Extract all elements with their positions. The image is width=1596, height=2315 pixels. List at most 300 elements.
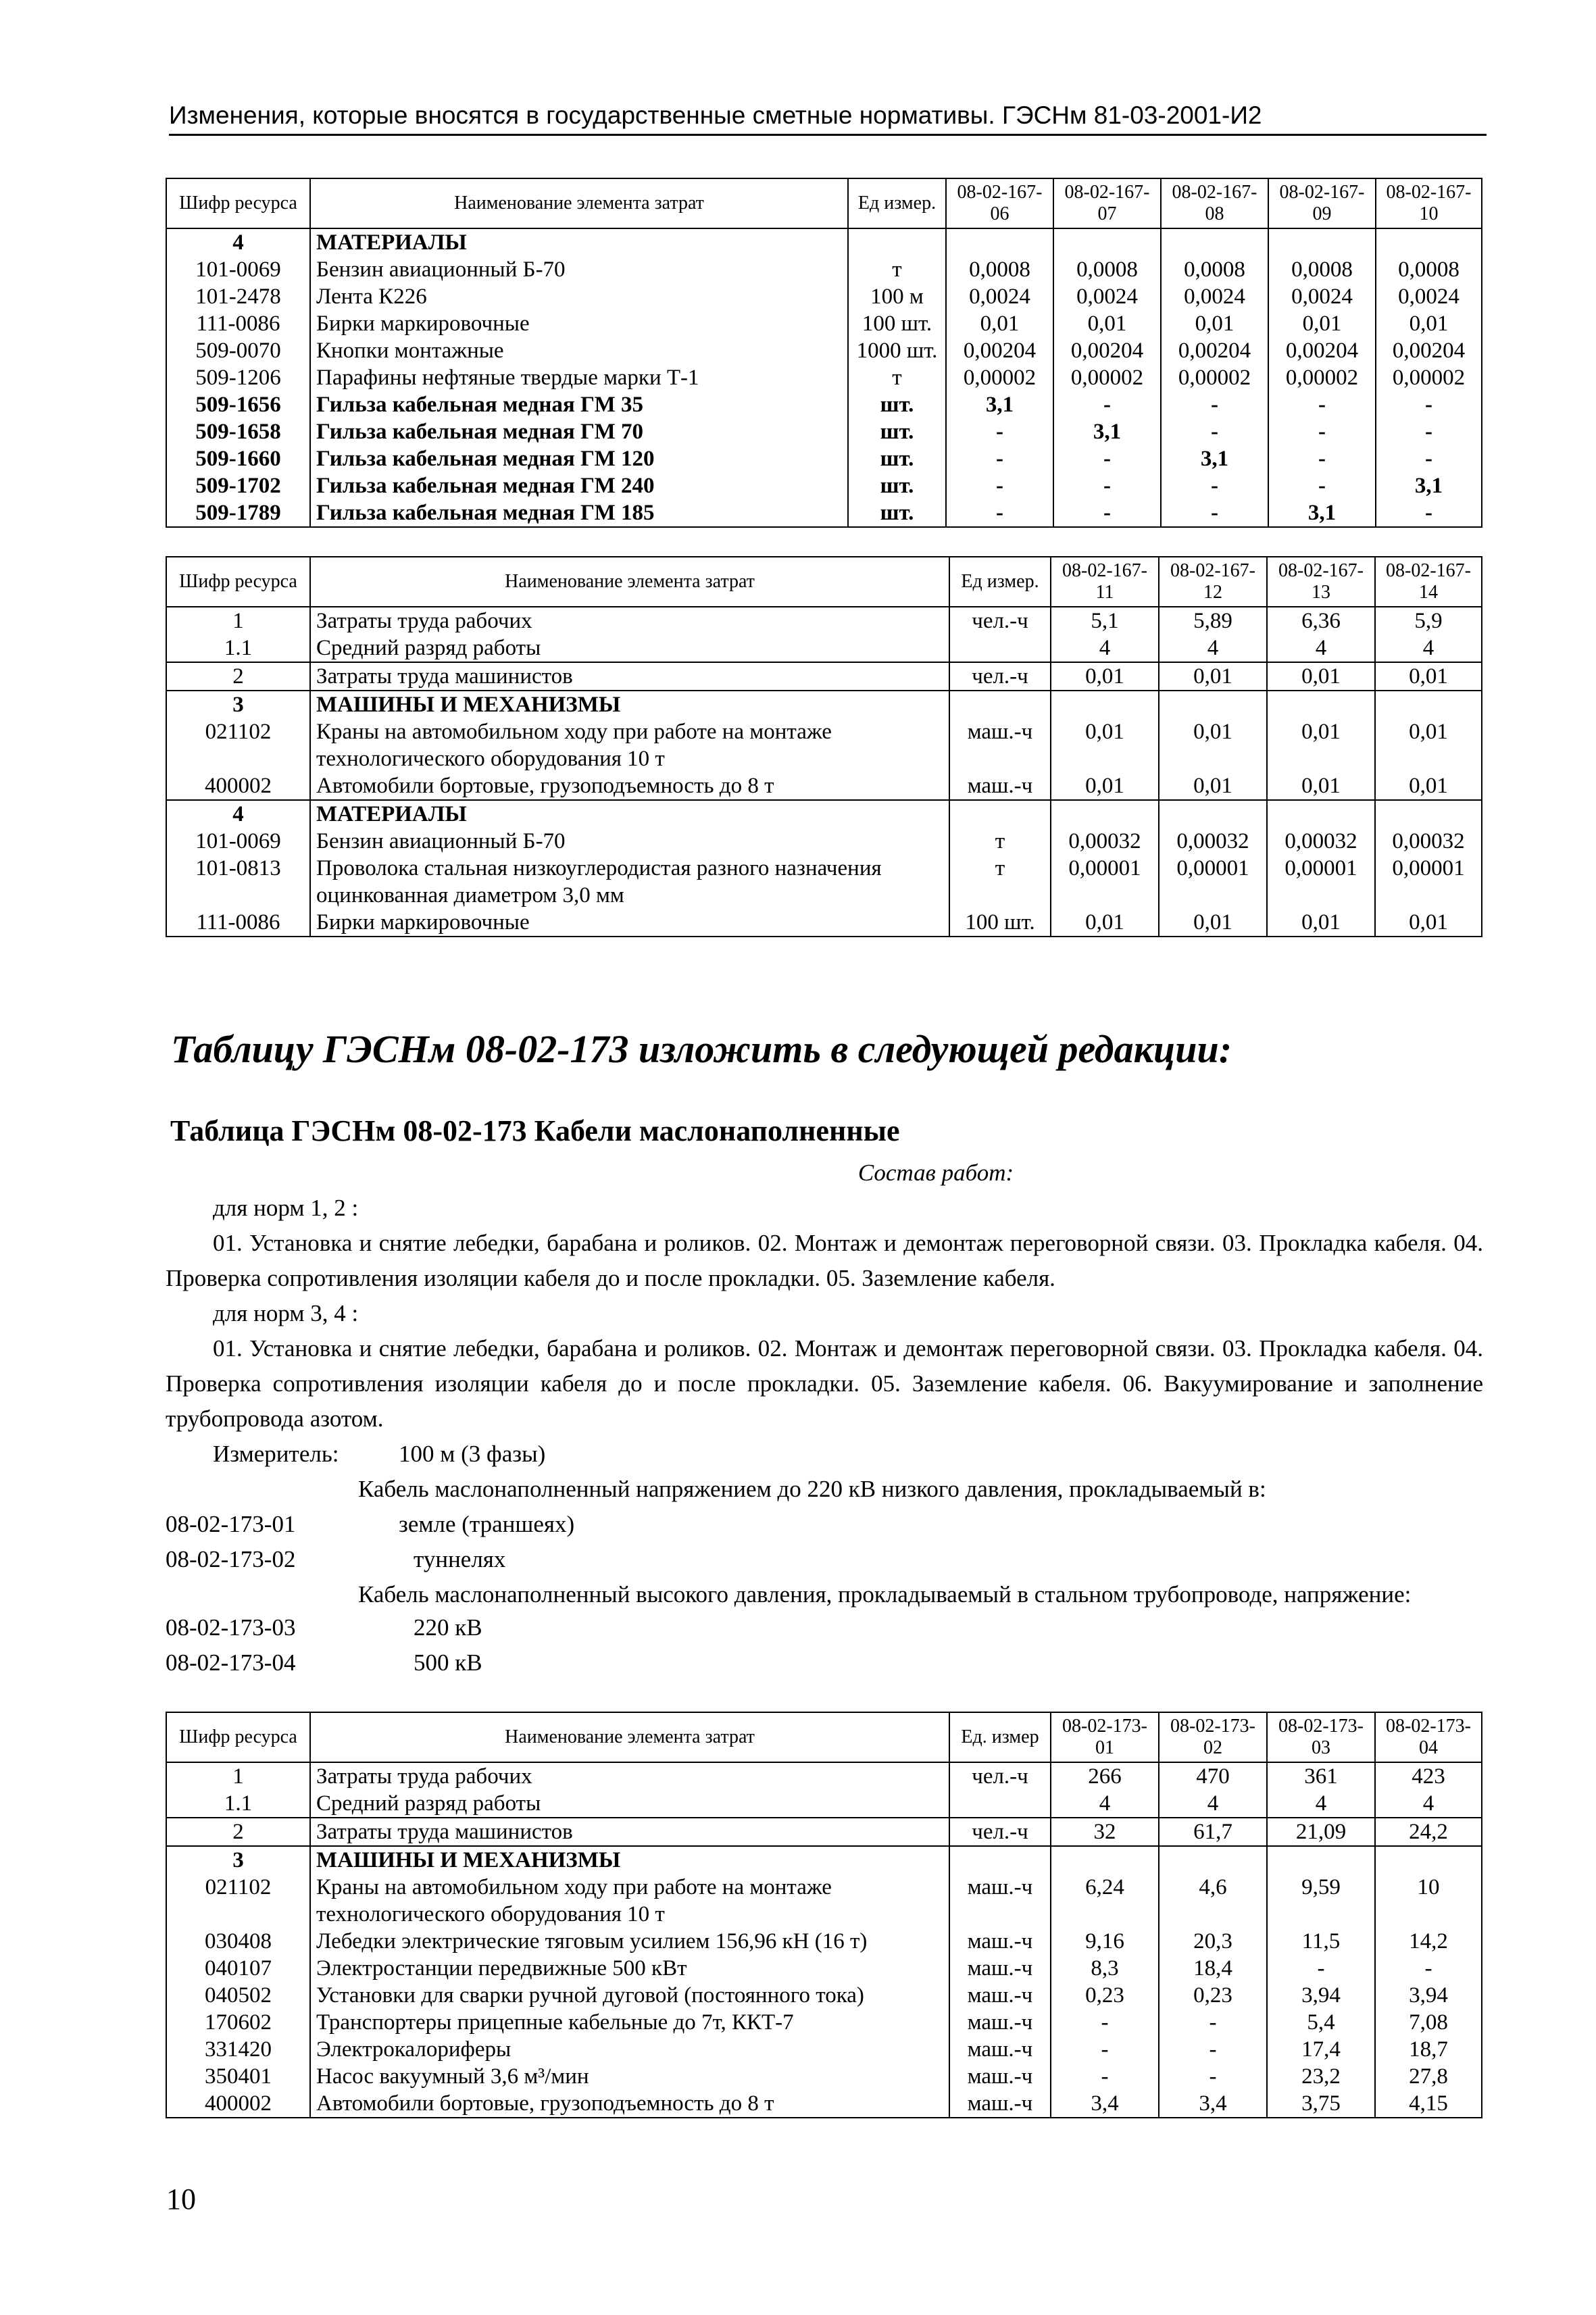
cell-value: 0,0024 [946,283,1053,310]
cell-value: 0,00032 [1159,828,1267,855]
cell-value: - [1051,2063,1159,2090]
cell-code: 111-0086 [166,909,310,937]
cell-unit: т [949,855,1051,882]
cell-value: 4 [1159,634,1267,662]
norm-row [166,1542,1483,1577]
cell-unit [949,882,1051,909]
cell-value: - [1051,2009,1159,2036]
cell-code: 021102 [166,1874,310,1901]
cell-value: 21,09 [1267,1818,1375,1846]
cell-value: - [1161,418,1268,445]
cell-value [1375,800,1482,828]
cell-value: 32 [1051,1818,1159,1846]
cell-value: 0,00032 [1267,828,1375,855]
cell-name: Кнопки монтажные [310,337,848,364]
cell-name: Электростанции передвижные 500 кВт [310,1955,949,1982]
cell-value: 470 [1159,1762,1267,1790]
cell-name: МАТЕРИАЛЫ [310,800,949,828]
cell-value: 3,75 [1267,2090,1375,2118]
col-norm-header: 08-02-167-09 [1268,178,1376,228]
cell-unit: маш.-ч [949,1928,1051,1955]
cell-value [1375,745,1482,772]
cell-value: 24,2 [1375,1818,1482,1846]
cell-value: - [1268,418,1376,445]
cell-name: Лента К226 [310,283,848,310]
cell-value: 3,1 [946,391,1053,418]
cell-name: Лебедки электрические тяговым усилием 156,96 кН (16 т) [310,1928,949,1955]
cell-value: 0,01 [1159,718,1267,745]
cell-unit: маш.-ч [949,2036,1051,2063]
table-row [166,772,1482,800]
norm-code: 08-02-173-02 [166,1546,296,1572]
cell-value: 0,00001 [1051,855,1159,882]
col-norm-header: 08-02-167-13 [1267,557,1375,607]
col-code-header: Шифр ресурса [166,1712,310,1762]
cell-code: 350401 [166,2063,310,2090]
cell-name: МАТЕРИАЛЫ [310,228,848,256]
cell-value: 6,24 [1051,1874,1159,1901]
cell-value: 18,7 [1375,2036,1482,2063]
cell-name: Бирки маркировочные [310,310,848,337]
cell-value: 0,01 [1051,909,1159,937]
cell-name: Автомобили бортовые, грузоподъемность до 8 т [310,2090,949,2118]
cell-value: 0,0008 [1053,256,1161,283]
table-row [166,691,1482,718]
col-name-header: Наименование элемента затрат [310,1712,949,1762]
cell-value: 0,0024 [1161,283,1268,310]
cell-name: Автомобили бортовые, грузоподъемность до 8 т [310,772,949,800]
cell-value: 0,00204 [1376,337,1482,364]
cell-code: 509-1789 [166,499,310,527]
cell-code [166,882,310,909]
cell-name: Бензин авиационный Б-70 [310,828,949,855]
cell-value [1051,745,1159,772]
cell-code: 101-0069 [166,256,310,283]
table-row [166,1901,1482,1928]
cell-value: 4 [1051,1790,1159,1818]
cell-unit: чел.-ч [949,607,1051,634]
table-row [166,1818,1482,1846]
norm-row [166,1610,1483,1645]
cell-value: 0,01 [1159,662,1267,691]
norm-label: 220 кВ [414,1614,482,1641]
col-unit-header: Ед измер. [848,178,946,228]
col-norm-header: 08-02-173-03 [1267,1712,1375,1762]
cell-value [1051,882,1159,909]
cell-code: 170602 [166,2009,310,2036]
cell-unit: 100 шт. [949,909,1051,937]
work-caption: Состав работ: [857,1160,1014,1186]
cell-value: 4 [1375,1790,1482,1818]
col-name-header: Наименование элемента затрат [310,557,949,607]
cell-value [1267,745,1375,772]
norms-3-4-label: для норм 3, 4 : [213,1300,359,1326]
cell-name: Затраты труда машинистов [310,662,949,691]
cell-value: 3,4 [1051,2090,1159,2118]
cell-value: 0,01 [1375,718,1482,745]
norm-group-2: Кабель маслонаполненный высокого давления, прокладываемый в стальном трубопроводе, напряжение: [358,1581,1412,1608]
cell-value: - [1053,445,1161,472]
cell-value [1051,1901,1159,1928]
cell-value [1268,228,1376,256]
cell-value: 0,00002 [946,364,1053,391]
norm-label: земле (траншеях) [399,1511,575,1537]
cell-value: 0,0008 [1376,256,1482,283]
cell-code: 101-2478 [166,283,310,310]
cell-name: Бирки маркировочные [310,909,949,937]
cell-name: оцинкованная диаметром 3,0 мм [310,882,949,909]
cell-name: Средний разряд работы [310,634,949,662]
cell-value [1375,1901,1482,1928]
norm-code: 08-02-173-04 [166,1649,296,1676]
cell-value [1376,228,1482,256]
cell-code: 3 [166,691,310,718]
cell-name: Гильза кабельная медная ГМ 185 [310,499,848,527]
cell-value [1159,1901,1267,1928]
table-row [166,745,1482,772]
cell-value [1159,745,1267,772]
cell-code: 040502 [166,1982,310,2009]
cell-value: 0,01 [1161,310,1268,337]
cell-value: 0,00032 [1375,828,1482,855]
cell-name: Краны на автомобильном ходу при работе на монтаже [310,1874,949,1901]
cell-value: 0,00204 [1161,337,1268,364]
measure-line [166,1437,1483,1472]
cell-value: - [1053,499,1161,527]
measure-value: 100 м (3 фазы) [399,1441,546,1467]
cell-name: Средний разряд работы [310,1790,949,1818]
col-norm-header: 08-02-173-01 [1051,1712,1159,1762]
cell-value [1159,1846,1267,1874]
cell-value: - [1159,2009,1267,2036]
cell-code: 1.1 [166,634,310,662]
cell-value [1375,691,1482,718]
table-row [166,2009,1482,2036]
table-row [166,607,1482,634]
col-norm-header: 08-02-167-10 [1376,178,1482,228]
cell-code: 1.1 [166,1790,310,1818]
cell-value: - [1161,391,1268,418]
cell-value [1053,228,1161,256]
cell-unit: 100 шт. [848,310,946,337]
cell-value: 0,0024 [1053,283,1161,310]
cell-code: 509-1656 [166,391,310,418]
cell-value: 0,00204 [1268,337,1376,364]
cell-code: 4 [166,228,310,256]
cell-code: 509-1658 [166,418,310,445]
col-norm-header: 08-02-167-06 [946,178,1053,228]
col-norm-header: 08-02-173-04 [1375,1712,1482,1762]
cell-value: - [1159,2036,1267,2063]
col-code-header: Шифр ресурса [166,178,310,228]
cell-value: 0,0008 [1161,256,1268,283]
cell-value: 3,4 [1159,2090,1267,2118]
table-row [166,1790,1482,1818]
table-title: Таблица ГЭСНм 08-02-173 Кабели маслонаполненные [170,1114,900,1147]
cell-unit: маш.-ч [949,2009,1051,2036]
cell-value: - [1376,391,1482,418]
cell-value [1051,1846,1159,1874]
cell-value: 423 [1375,1762,1482,1790]
cell-value: - [1051,2036,1159,2063]
cell-code: 509-0070 [166,337,310,364]
norm-label: 500 кВ [414,1649,482,1676]
cell-value: 0,01 [1267,772,1375,800]
cell-name: Транспортеры прицепные кабельные до 7т, ККТ-7 [310,2009,949,2036]
col-unit-header: Ед. измер [949,1712,1051,1762]
cell-value [1051,800,1159,828]
cell-value: 0,00204 [1053,337,1161,364]
cell-code: 1 [166,1762,310,1790]
cell-unit: 1000 шт. [848,337,946,364]
cell-value [1267,800,1375,828]
cell-value: 5,9 [1375,607,1482,634]
col-norm-header: 08-02-167-14 [1375,557,1482,607]
cell-unit [949,691,1051,718]
cell-value: 0,23 [1051,1982,1159,2009]
cell-value: 14,2 [1375,1928,1482,1955]
cell-value [1375,1846,1482,1874]
cell-value: 0,01 [1051,662,1159,691]
cell-value: 0,01 [1268,310,1376,337]
cell-value: 0,01 [1267,909,1375,937]
cell-value: - [946,499,1053,527]
cell-value: 61,7 [1159,1818,1267,1846]
cell-code: 111-0086 [166,310,310,337]
norm-code: 08-02-173-01 [166,1511,296,1537]
cell-code: 021102 [166,718,310,745]
cell-unit: маш.-ч [949,1874,1051,1901]
cell-unit: маш.-ч [949,2090,1051,2118]
cell-value: - [1268,472,1376,499]
cell-value: 11,5 [1267,1928,1375,1955]
cell-value [1267,1846,1375,1874]
cell-unit: 100 м [848,283,946,310]
cell-value: 4 [1267,634,1375,662]
table-row [166,1846,1482,1874]
cell-unit: шт. [848,472,946,499]
norm-label: туннелях [414,1546,506,1572]
cell-value: - [1376,418,1482,445]
cell-unit: шт. [848,445,946,472]
table-row [166,499,1482,527]
cell-name: Гильза кабельная медная ГМ 35 [310,391,848,418]
cell-unit: шт. [848,391,946,418]
cell-value: - [946,445,1053,472]
table-row [166,634,1482,662]
table-row [166,283,1482,310]
cell-value: 6,36 [1267,607,1375,634]
resource-table-173 [166,1712,1482,2118]
cell-value [1267,882,1375,909]
cell-name: МАШИНЫ И МЕХАНИЗМЫ [310,1846,949,1874]
cell-name: Электрокалориферы [310,2036,949,2063]
work-composition [166,1155,1483,1681]
cell-value: - [1161,499,1268,527]
cell-value [1161,228,1268,256]
table-row [166,662,1482,691]
table-row [166,1982,1482,2009]
cell-value: - [1159,2063,1267,2090]
cell-value: 0,01 [1267,662,1375,691]
page-number: 10 [166,2183,196,2216]
cell-value: - [1375,1955,1482,1982]
cell-value: 3,94 [1375,1982,1482,2009]
norm-row [166,1507,1483,1542]
cell-unit: шт. [848,499,946,527]
cell-value: 23,2 [1267,2063,1375,2090]
cell-value: 0,01 [1159,772,1267,800]
table-row [166,882,1482,909]
cell-value: 9,59 [1267,1874,1375,1901]
cell-unit: т [848,256,946,283]
cell-value: - [1053,472,1161,499]
cell-unit: маш.-ч [949,1982,1051,2009]
cell-code: 101-0813 [166,855,310,882]
cell-value: 0,00002 [1268,364,1376,391]
cell-value: 27,8 [1375,2063,1482,2090]
cell-unit [949,800,1051,828]
cell-value: 0,01 [946,310,1053,337]
cell-name: технологического оборудования 10 т [310,1901,949,1928]
cell-value: 0,00001 [1159,855,1267,882]
cell-value: 4,6 [1159,1874,1267,1901]
table-row [166,909,1482,937]
table-row [166,310,1482,337]
cell-value: 0,01 [1159,909,1267,937]
cell-name: Затраты труда рабочих [310,1762,949,1790]
cell-value: 20,3 [1159,1928,1267,1955]
cell-unit [848,228,946,256]
cell-value [1159,691,1267,718]
cell-value: - [1267,1955,1375,1982]
cell-unit: маш.-ч [949,772,1051,800]
cell-value: 0,00032 [1051,828,1159,855]
cell-value: 0,00002 [1376,364,1482,391]
cell-unit [949,1846,1051,1874]
cell-code: 509-1702 [166,472,310,499]
cell-value: 0,0024 [1268,283,1376,310]
table-row [166,1874,1482,1901]
cell-unit [949,1901,1051,1928]
norm-row [166,1645,1483,1681]
table-row [166,364,1482,391]
resource-table-167-11-14 [166,556,1482,937]
cell-value: 0,0008 [946,256,1053,283]
cell-value: 5,89 [1159,607,1267,634]
table-row [166,1955,1482,1982]
cell-unit: шт. [848,418,946,445]
measure-label: Измеритель: [213,1441,339,1467]
cell-name: Краны на автомобильном ходу при работе на монтаже [310,718,949,745]
table-row [166,228,1482,256]
table-row [166,828,1482,855]
cell-value: - [1376,445,1482,472]
cell-code: 509-1206 [166,364,310,391]
cell-unit: чел.-ч [949,1818,1051,1846]
cell-value: 0,01 [1267,718,1375,745]
cell-unit: маш.-ч [949,2063,1051,2090]
cell-value: 9,16 [1051,1928,1159,1955]
cell-name: Затраты труда машинистов [310,1818,949,1846]
cell-code: 400002 [166,772,310,800]
cell-value: 266 [1051,1762,1159,1790]
cell-value: 0,01 [1051,772,1159,800]
cell-unit [949,745,1051,772]
cell-value: 0,01 [1051,718,1159,745]
cell-code: 509-1660 [166,445,310,472]
cell-code: 3 [166,1846,310,1874]
cell-code: 040107 [166,1955,310,1982]
cell-unit: т [848,364,946,391]
cell-value: - [1268,391,1376,418]
norm-group-1: Кабель маслонаполненный напряжением до 220 кВ низкого давления, прокладываемый в: [358,1476,1266,1502]
cell-name: Парафины нефтяные твердые марки Т-1 [310,364,848,391]
cell-value: 0,01 [1375,662,1482,691]
table-row [166,256,1482,283]
cell-value: 10 [1375,1874,1482,1901]
cell-value: 0,01 [1053,310,1161,337]
table-row [166,2090,1482,2118]
cell-code: 2 [166,1818,310,1846]
table-row [166,855,1482,882]
cell-name: Насос вакуумный 3,6 м³/мин [310,2063,949,2090]
cell-value: 0,00204 [946,337,1053,364]
cell-value: - [1053,391,1161,418]
table-row [166,1762,1482,1790]
norm-code: 08-02-173-03 [166,1614,296,1641]
cell-value: 3,1 [1376,472,1482,499]
cell-code: 030408 [166,1928,310,1955]
col-norm-header: 08-02-167-11 [1051,557,1159,607]
section-heading: Таблицу ГЭСНм 08-02-173 изложить в следующей редакции: [171,1027,1232,1071]
cell-value: 3,1 [1053,418,1161,445]
cell-value: 4 [1267,1790,1375,1818]
table-row [166,391,1482,418]
col-code-header: Шифр ресурса [166,557,310,607]
table-row [166,472,1482,499]
cell-value: 8,3 [1051,1955,1159,1982]
cell-code: 101-0069 [166,828,310,855]
cell-value: - [946,418,1053,445]
norms-1-2-label: для норм 1, 2 : [213,1195,359,1221]
cell-value: 17,4 [1267,2036,1375,2063]
norms-3-4-text: 01. Установка и снятие лебедки, барабана и роликов. 02. Монтаж и демонтаж переговорной связи. 03. Прокладка кабеля. 04. Проверка сопротивления изоляции кабеля до и после прокладки. 05. Заземление кабеля. 06. Вакуумирование и заполнение трубопровода азотом. [166,1335,1483,1432]
cell-value: 0,23 [1159,1982,1267,2009]
table-row [166,718,1482,745]
cell-code: 400002 [166,2090,310,2118]
cell-value: 5,4 [1267,2009,1375,2036]
cell-value: 5,1 [1051,607,1159,634]
col-norm-header: 08-02-173-02 [1159,1712,1267,1762]
cell-value: - [1161,472,1268,499]
table-row [166,1928,1482,1955]
cell-unit [949,1790,1051,1818]
cell-value: 4 [1051,634,1159,662]
table-row [166,445,1482,472]
cell-name: Установки для сварки ручной дуговой (постоянного тока) [310,1982,949,2009]
cell-unit: маш.-ч [949,718,1051,745]
page-header: Изменения, которые вносятся в государственные сметные нормативы. ГЭСНм 81-03-2001-И2 [169,101,1487,136]
cell-unit [949,634,1051,662]
cell-value: 4 [1375,634,1482,662]
cell-code [166,745,310,772]
cell-value: 18,4 [1159,1955,1267,1982]
table-row [166,800,1482,828]
cell-value: 0,01 [1375,909,1482,937]
cell-code: 4 [166,800,310,828]
cell-value: 4,15 [1375,2090,1482,2118]
